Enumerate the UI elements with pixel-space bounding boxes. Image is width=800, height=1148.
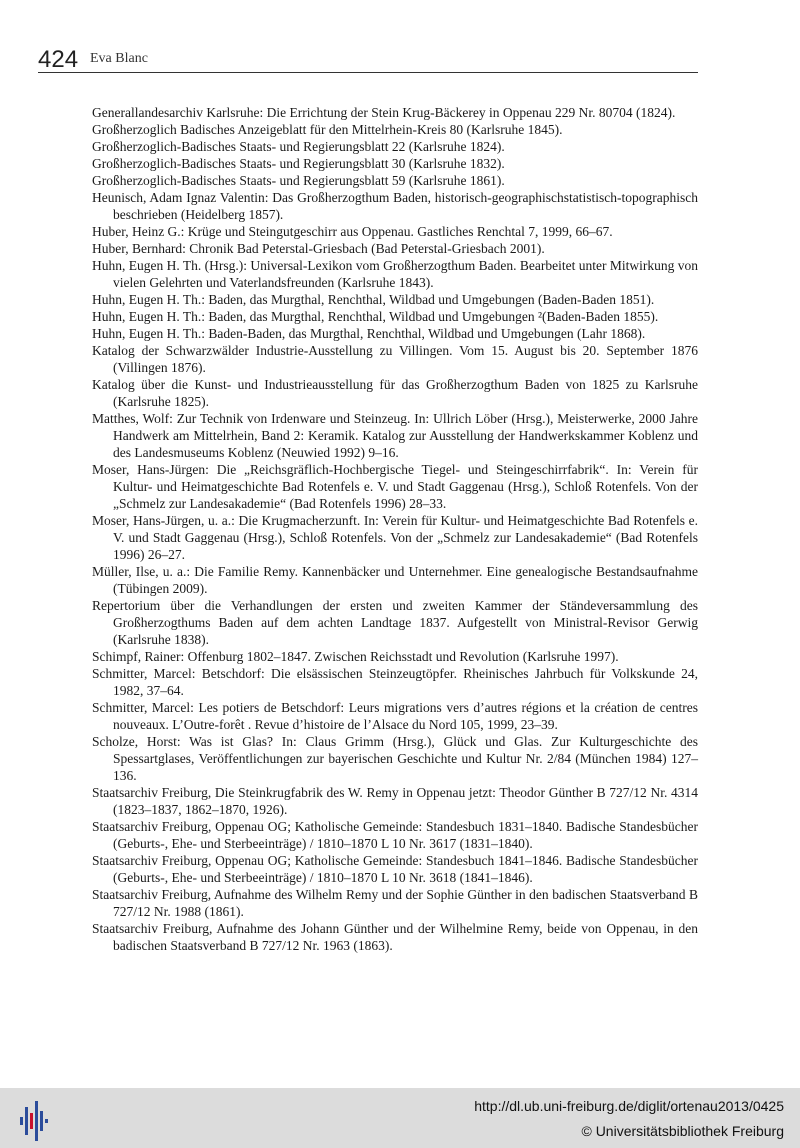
bibliography-entry: Huhn, Eugen H. Th.: Baden, das Murgthal, Renchthal, Wildbad und Umgebungen ²(Baden-Baden 1855). bbox=[92, 309, 659, 324]
bibliography-entry: Staatsarchiv Freiburg, Oppenau OG; Katholische Gemeinde: Standesbuch 1831–1840. Badische Standesbücher (Geburts-, Ehe- und Sterbeeinträge) / 1810–1870 L 10 Nr. 3617 (1831–1840). bbox=[92, 819, 698, 851]
bibliography-entry: Scholze, Horst: Was ist Glas? In: Claus Grimm (Hrsg.), Glück und Glas. Zur Kulturgeschichte des Spessartglases, Veröffentlichungen zur bayerischen Geschichte und Kultur Nr. 2/84 (München 1984) 127–136. bbox=[92, 734, 698, 783]
bibliography-entry: Heunisch, Adam Ignaz Valentin: Das Großherzogthum Baden, historisch-geographischstatistisch-topographisch beschrieben (Heidelberg 1857). bbox=[92, 190, 698, 222]
bibliography-entry: Huhn, Eugen H. Th. (Hrsg.): Universal-Lexikon vom Großherzogthum Baden. Bearbeitet unter Mitwirkung von vielen Gelehrten und Vaterlandsfreunden (Karlsruhe 1843). bbox=[92, 258, 698, 290]
bibliography-entry: Schmitter, Marcel: Les potiers de Betschdorf: Leurs migrations vers d’autres régions et la création de centres nouveaux. L’Outre-forêt . Revue d’histoire de l’Alsace du Nord 105, 1999, 23–39. bbox=[92, 700, 698, 732]
bibliography-entry: Großherzoglich-Badisches Staats- und Regierungsblatt 59 (Karlsruhe 1861). bbox=[92, 173, 505, 188]
bibliography-entry: Generallandesarchiv Karlsruhe: Die Errichtung der Stein Krug-Bäckerey in Oppenau 229 Nr. 80704 (1824). bbox=[92, 105, 676, 120]
bibliography-entry: Schimpf, Rainer: Offenburg 1802–1847. Zwischen Reichsstadt und Revolution (Karlsruhe 1997). bbox=[92, 649, 619, 664]
bibliography-entry: Huhn, Eugen H. Th.: Baden, das Murgthal, Renchthal, Wildbad und Umgebungen (Baden-Baden 1851). bbox=[92, 292, 655, 307]
page-number: 424 bbox=[38, 46, 79, 73]
bibliography-entry: Staatsarchiv Freiburg, Oppenau OG; Katholische Gemeinde: Standesbuch 1841–1846. Badische Standesbücher (Geburts-, Ehe- und Sterbeeinträge) / 1810–1870 L 10 Nr. 3618 (1841–1846). bbox=[92, 853, 698, 885]
bibliography-entry: Staatsarchiv Freiburg, Aufnahme des Johann Günther und der Wilhelmine Remy, beide von Oppenau, in den badischen Staatsverband B 727/12 Nr. 1963 (1863). bbox=[92, 921, 698, 953]
footer-bar bbox=[0, 1088, 800, 1148]
running-head: Eva Blanc bbox=[90, 51, 148, 66]
bibliography-entry: Großherzoglich Badisches Anzeigeblatt für den Mittelrhein-Kreis 80 (Karlsruhe 1845). bbox=[92, 122, 563, 137]
bibliography-entry: Schmitter, Marcel: Betschdorf: Die elsässischen Steinzeugtöpfer. Rheinisches Jahrbuch für Volkskunde 24, 1982, 37–64. bbox=[92, 666, 698, 698]
bibliography-entry: Huber, Bernhard: Chronik Bad Peterstal-Griesbach (Bad Peterstal-Griesbach 2001). bbox=[92, 241, 545, 256]
ub-freiburg-logo-icon bbox=[12, 1101, 52, 1141]
bibliography-list bbox=[92, 104, 698, 954]
bibliography-entry: Großherzoglich-Badisches Staats- und Regierungsblatt 30 (Karlsruhe 1832). bbox=[92, 156, 505, 171]
bibliography-entry: Staatsarchiv Freiburg, Die Steinkrugfabrik des W. Remy in Oppenau jetzt: Theodor Günther B 727/12 Nr. 4314 (1823–1837, 1862–1870, 1926). bbox=[92, 785, 698, 817]
bibliography-entry: Moser, Hans-Jürgen: Die „Reichsgräflich-Hochbergische Tiegel- und Steingeschirrfabrik“. In: Verein für Kultur- und Heimatgeschichte Bad Rotenfels e. V. und Stadt Gaggenau (Hrsg.), Schloß Rotenfels. Von der „Schmelz zur Landesakademie“ (Bad Rotenfels 1996) 28–33. bbox=[92, 462, 698, 511]
bibliography-entry: Staatsarchiv Freiburg, Aufnahme des Wilhelm Remy und der Sophie Günther in den badischen Staatsverband B 727/12 Nr. 1988 (1861). bbox=[92, 887, 698, 919]
footer-copyright: © Universitätsbibliothek Freiburg bbox=[581, 1123, 784, 1139]
bibliography-entry: Katalog über die Kunst- und Industrieausstellung für das Großherzogthum Baden von 1825 zu Karlsruhe (Karlsruhe 1825). bbox=[92, 377, 698, 409]
bibliography-entry: Moser, Hans-Jürgen, u. a.: Die Krugmacherzunft. In: Verein für Kultur- und Heimatgeschichte Bad Rotenfels e. V. und Stadt Gaggenau (Hrsg.), Schloß Rotenfels. Von der „Schmelz zur Landesakademie“ (Bad Rotenfels 1996) 26–27. bbox=[92, 513, 698, 562]
bibliography-entry: Großherzoglich-Badisches Staats- und Regierungsblatt 22 (Karlsruhe 1824). bbox=[92, 139, 505, 154]
bibliography-entry: Huber, Heinz G.: Krüge und Steingutgeschirr aus Oppenau. Gastliches Renchtal 7, 1999, 66–67. bbox=[92, 224, 613, 239]
bibliography-entry: Repertorium über die Verhandlungen der ersten und zweiten Kammer der Ständeversammlung des Großherzogthums Baden auf dem achten Landtage 1837. Aufgestellt von Ministral-Revisor Gerwig (Karlsruhe 1838). bbox=[92, 598, 698, 647]
footer-url-link[interactable]: http://dl.ub.uni-freiburg.de/diglit/ortenau2013/0425 bbox=[474, 1098, 784, 1114]
bibliography-entry: Müller, Ilse, u. a.: Die Familie Remy. Kannenbäcker und Unternehmer. Eine genealogische Bestandsaufnahme (Tübingen 2009). bbox=[92, 564, 698, 596]
bibliography-entry: Huhn, Eugen H. Th.: Baden-Baden, das Murgthal, Renchthal, Wildbad und Umgebungen (Lahr 1868). bbox=[92, 326, 646, 341]
bibliography-entry: Katalog der Schwarzwälder Industrie-Ausstellung zu Villingen. Vom 15. August bis 20. September 1876 (Villingen 1876). bbox=[92, 343, 698, 375]
bibliography-entry: Matthes, Wolf: Zur Technik von Irdenware und Steinzeug. In: Ullrich Löber (Hrsg.), Meisterwerke, 2000 Jahre Handwerk am Mittelrhein, Band 2: Keramik. Katalog zur Ausstellung der Handwerkskammer Koblenz und des Landesmuseums Koblenz (Neuwied 1992) 9–16. bbox=[92, 411, 698, 460]
page-header bbox=[38, 48, 698, 73]
